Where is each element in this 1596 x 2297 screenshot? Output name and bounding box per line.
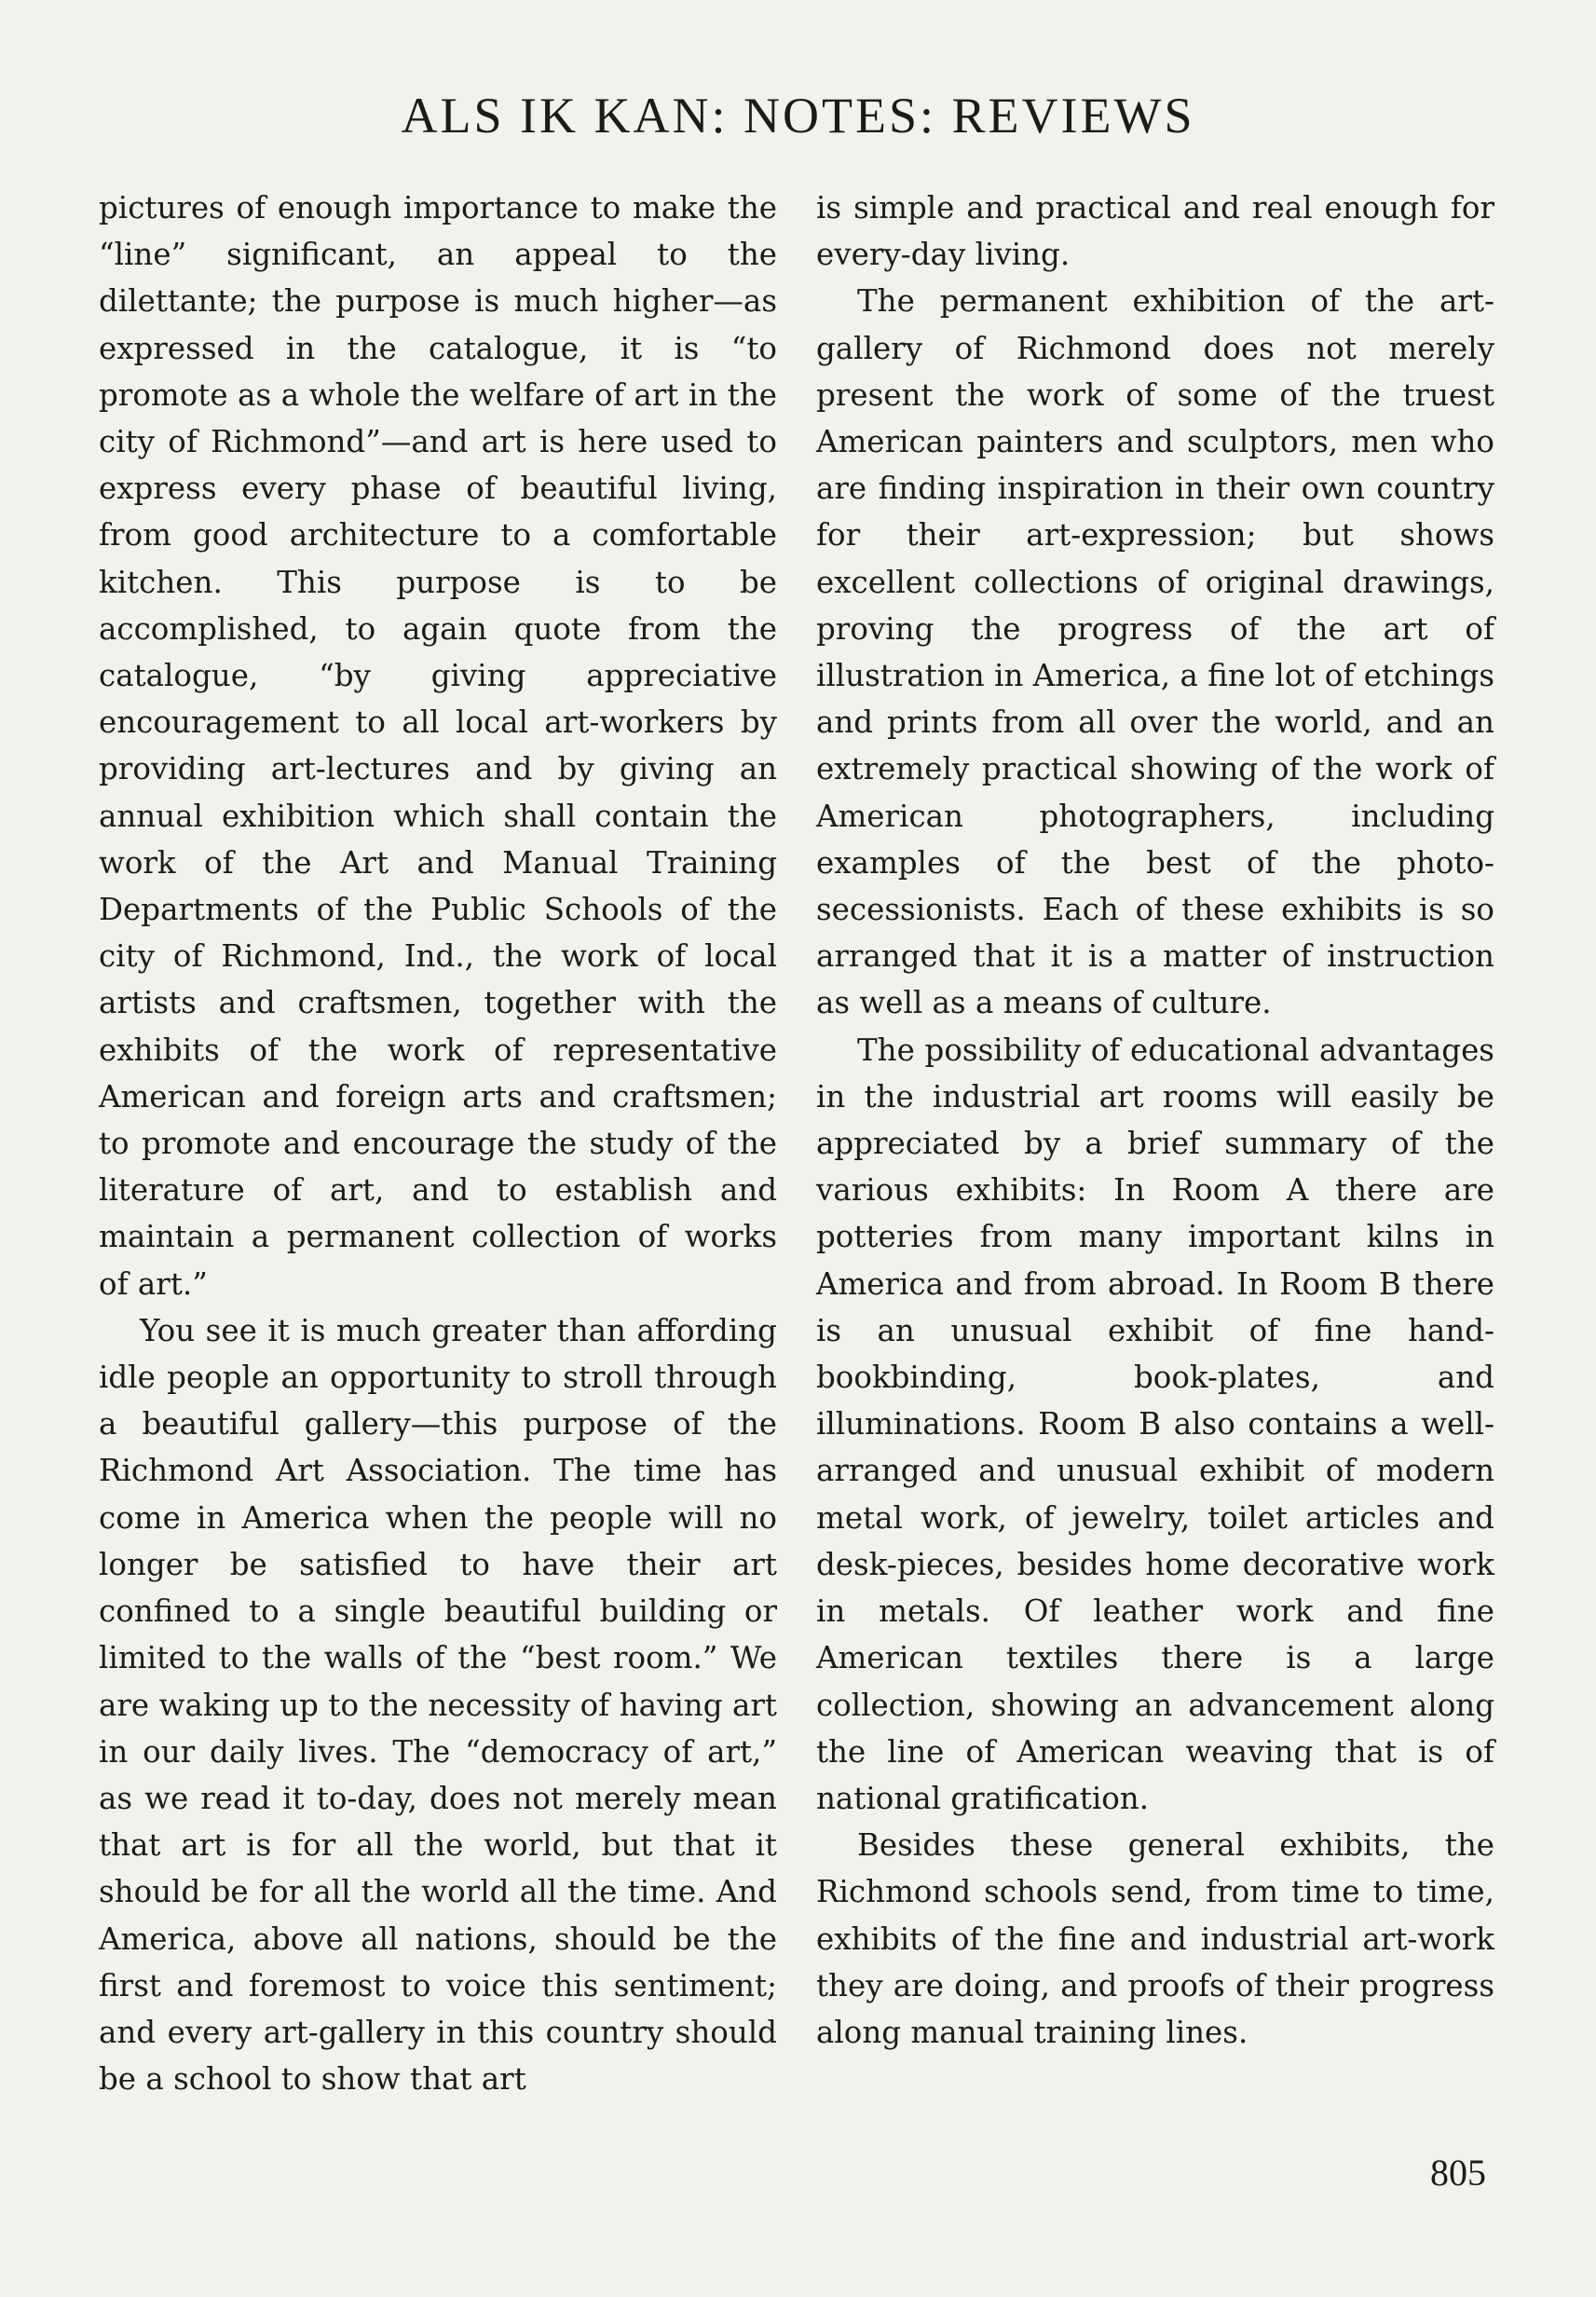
left-column bbox=[99, 185, 777, 2102]
paragraph: The possibility of educational advantages in the industrial art rooms will easily be appreciated by a brief summary of the various exhibits: In Room A there are potteries from many important kilns in America and from abroad. In Room B there is an unusual exhibit of fine hand-bookbinding, book-plates, and illuminations. Room B also contains a well-arranged and unusual exhibit of modern metal work, of jewelry, toilet articles and desk-pieces, besides home decorative work in metals. Of leather work and fine American textiles there is a large collection, showing an advancement along the line of American weaving that is of national gratification. bbox=[816, 1032, 1494, 1816]
paragraph: The permanent exhibition of the art-gallery of Richmond does not merely present the work of some of the truest American painters and sculptors, men who are finding inspiration in their own country for their art-expression; but shows excellent collections of original drawings, proving the progress of the art of illustration in America, a fine lot of etchings and prints from all over the world, and an extremely practical showing of the work of American photographers, including examples of the best of the photo-secessionists. Each of these exhibits is so arranged that it is a matter of instruction as well as a means of culture. bbox=[816, 283, 1494, 1021]
running-title: ALS IK KAN: NOTES: REVIEWS bbox=[401, 88, 1195, 144]
paragraph: Besides these general exhibits, the Richmond schools send, from time to time, exhibits of the fine and industrial art-work they are doing, and proofs of their progress along manual training lines. bbox=[816, 1827, 1494, 2050]
paragraph-continued: pictures of enough importance to make the “line” significant, an appeal to the dilettante; the purpose is much higher—as expressed in the catalogue, it is “to promote as a whole the welfare of art in the city of Richmond”—and art is here used to express every phase of beautiful living, from good architecture to a comfortable kitchen. This purpose is to be accomplished, to again quote from the catalogue, “by giving appreciative encouragement to all local art-workers by providing art-lectures and by giving an annual exhibition which shall contain the work of the Art and Manual Training Departments of the Public Schools of the city of Richmond, Ind., the work of local artists and craftsmen, together with the exhibits of the work of representative American and foreign arts and craftsmen; to promote and encourage the study of the literature of art, and to establish and maintain a permanent collection of works of art.” bbox=[99, 190, 777, 1302]
page-number: 805 bbox=[1430, 2152, 1486, 2194]
right-column bbox=[816, 185, 1494, 2056]
paragraph: You see it is much greater than affording idle people an opportunity to stroll through a beautiful gallery—this purpose of the Richmond Art Association. The time has come in America when the people will no longer be satisfied to have their art confined to a single beautiful building or limited to the walls of the “best room.” We are waking up to the necessity of having art in our daily lives. The “democracy of art,” as we read it to-day, does not merely mean that art is for all the world, but that it should be for all the world all the time. And America, above all nations, should be the first and foremost to voice this sentiment; and every art-gallery in this country should be a school to show that art bbox=[99, 1312, 777, 2098]
paragraph-continued: is simple and practical and real enough for every-day living. bbox=[816, 190, 1494, 273]
